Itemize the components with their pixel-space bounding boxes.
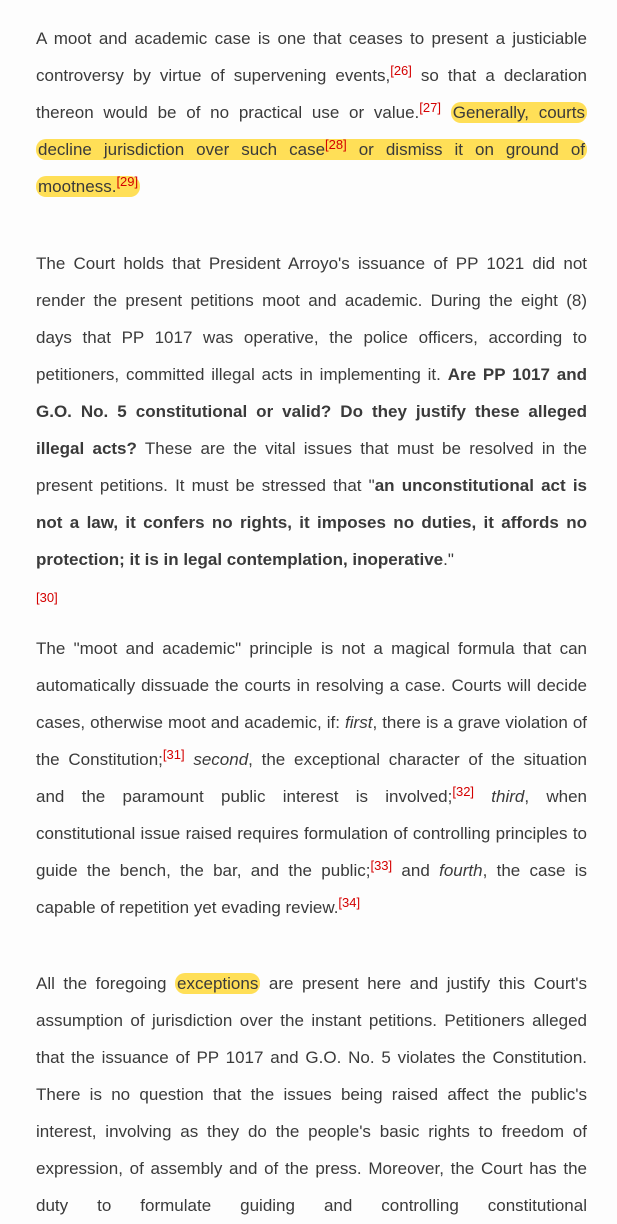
footnote-link-27[interactable]: [27]	[419, 100, 441, 115]
footnote-link-28[interactable]: [28]	[325, 137, 347, 152]
text: and	[392, 861, 440, 880]
paragraph-exceptions	[36, 965, 587, 1224]
italic-text: fourth	[439, 861, 483, 880]
text: are present here and justify this Court's assumption of jurisdiction over the instant petitions. Petitioners alleged that the issuance of PP 1017 and G.O. No. 5 violates the Constitution. There is no question that the issues being raised affect the public's interest, involving as they do the people's basic rights to freedom of expression, of assembly and of the press. Moreover, the Court has the duty to formulate guiding and controlling constitutional	[36, 974, 587, 1215]
footnote-link-26[interactable]: [26]	[390, 63, 412, 78]
highlight-text-part: Generally, courts decline jurisdiction over such case	[38, 103, 586, 159]
paragraph-moot-definition	[36, 20, 587, 205]
text: ."	[443, 550, 454, 569]
footnote-link-29[interactable]: [29]	[116, 174, 139, 189]
text: so that a declaration thereon would be of no practical use or value.	[36, 66, 587, 122]
italic-text: second	[184, 750, 249, 769]
text: The "moot and academic" principle is not a magical formula that can automatically dissuade the courts in resolving a case. Courts will decide cases, otherwise moot and academic, if:	[36, 639, 587, 732]
italic-text: third	[474, 787, 525, 806]
paragraph-moot-principle	[36, 630, 587, 926]
footnote-link-30[interactable]: [30]	[36, 590, 58, 605]
text: The Court holds that President Arroyo's issuance of PP 1021 did not render the present petitions moot and academic. During the eight (8) days that PP 1017 was operative, the police officers, according to petitioners, committed illegal acts in implementing it.	[36, 254, 587, 384]
text: , when constitutional issue raised requires formulation of controlling principles to guide the bench, the bar, and the public;	[36, 787, 587, 880]
footnote-link-32[interactable]: [32]	[452, 784, 475, 799]
highlighted-text: exceptions	[177, 974, 259, 993]
text: All the foregoing	[36, 974, 176, 993]
footnote-link-31[interactable]: [31]	[162, 747, 185, 762]
italic-text: first	[345, 713, 373, 732]
text: A moot and academic case is one that ceases to present a justiciable controversy by virtue of supervening events,	[36, 29, 587, 85]
footnote-link-34[interactable]: [34]	[338, 895, 361, 910]
text: , there is a grave violation of the Constitution;	[36, 713, 587, 769]
highlight-text-part: or dismiss it on ground of mootness.	[38, 140, 585, 196]
text: These are the vital issues that must be resolved in the present petitions. It must be stressed that "	[36, 439, 587, 495]
text: , the exceptional character of the situation and the paramount public interest is involved;	[36, 750, 587, 806]
paragraph-court-holds	[36, 245, 587, 616]
footnote-link-33[interactable]: [33]	[370, 858, 393, 873]
text: , the case is capable of repetition yet evading review.	[36, 861, 587, 917]
bold-question: Are PP 1017 and G.O. No. 5 constitutional or valid? Do they justify these alleged illegal acts?	[36, 365, 587, 458]
bold-quote: an unconstitutional act is not a law, it confers no rights, it imposes no duties, it affords no protection; it is in legal contemplation, inoperative	[36, 476, 587, 569]
